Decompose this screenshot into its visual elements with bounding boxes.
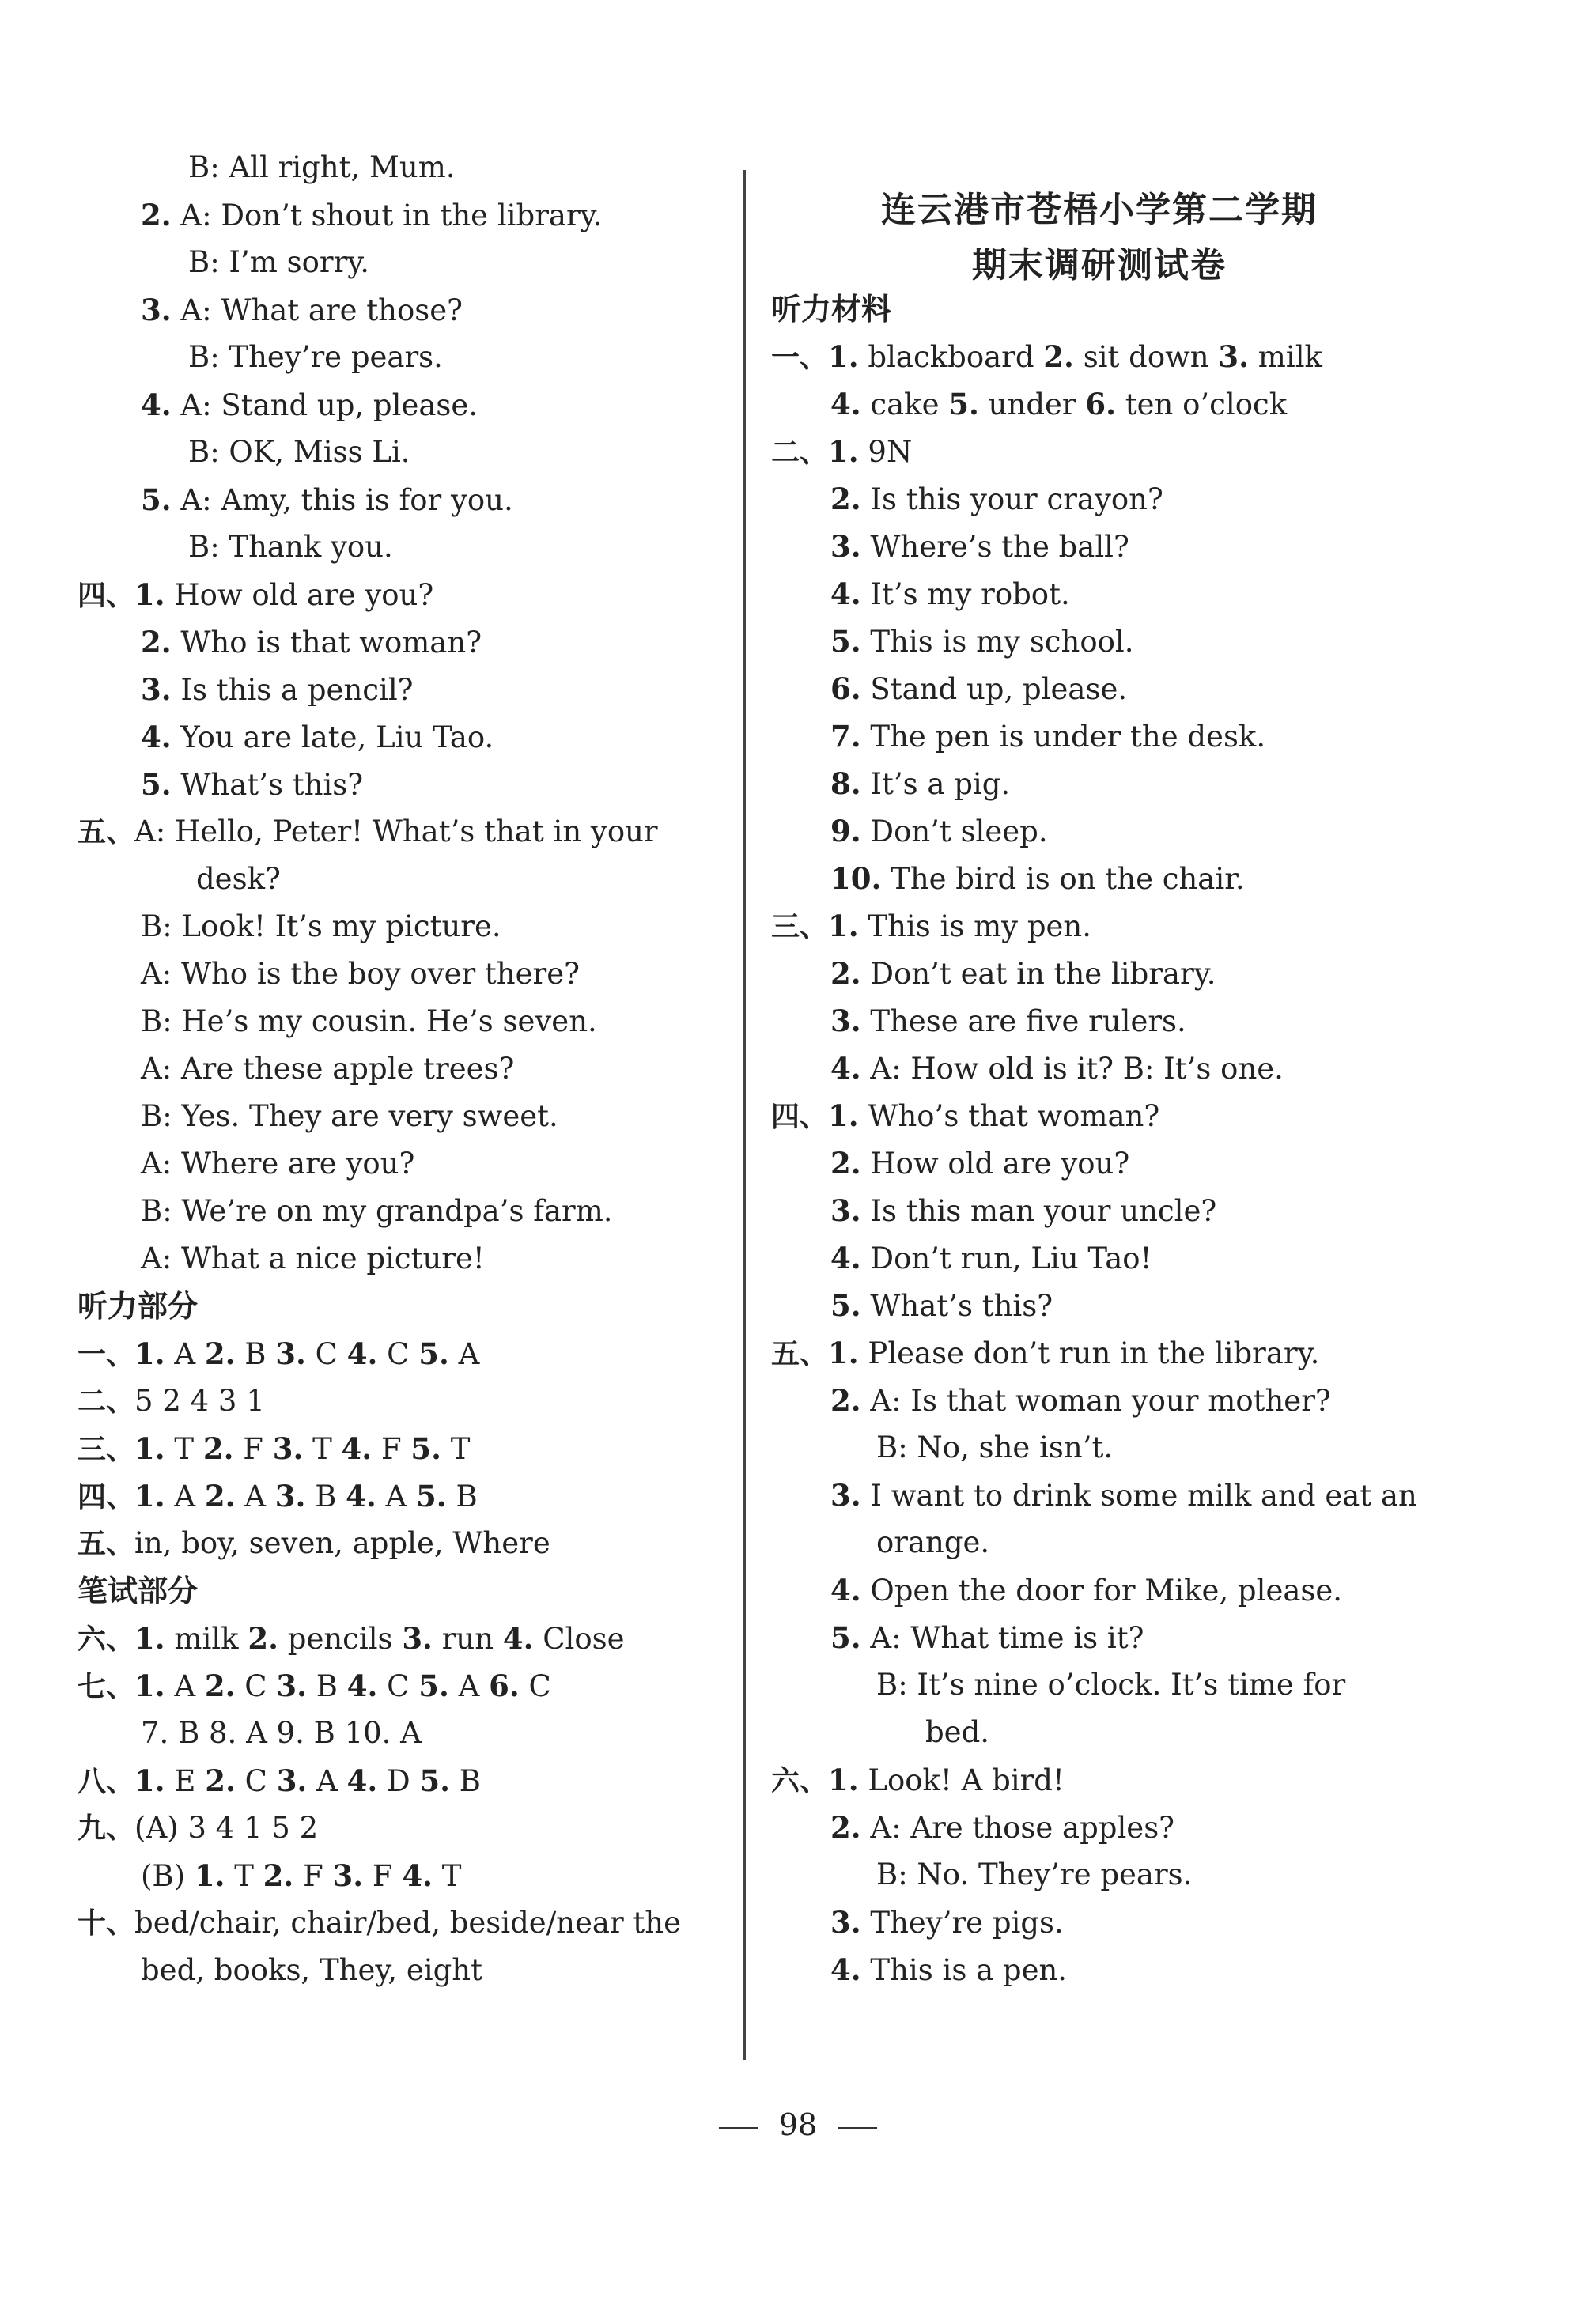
line-text: A: Stand up, please. <box>171 388 478 422</box>
line-text: How old are you? <box>165 578 434 612</box>
line-text: B <box>235 1337 276 1371</box>
item-number: 2. <box>830 1810 861 1845</box>
item-number: 1. <box>828 1098 859 1133</box>
section-heading: 笔试部分 <box>78 1574 199 1608</box>
line-text: run <box>432 1622 503 1656</box>
line-text: It’s my robot. <box>860 577 1070 611</box>
line-text: B: Yes. They are very sweet. <box>141 1099 558 1133</box>
left-line <box>78 1804 318 1852</box>
right-line <box>771 1756 1065 1804</box>
footer-dash-right <box>838 2127 877 2129</box>
line-text: B: All right, Mum. <box>188 150 456 184</box>
line-text: F <box>372 1432 411 1466</box>
line-text: This is my pen. <box>858 909 1092 943</box>
left-line <box>141 1947 482 1994</box>
item-number: 1. <box>134 1668 165 1703</box>
item-number: 1. <box>134 577 165 612</box>
left-line <box>141 713 494 761</box>
section-heading: 听力材料 <box>771 292 892 327</box>
item-number: 3. <box>275 1336 306 1371</box>
right-line <box>830 950 1216 997</box>
item-number: 5. <box>141 767 172 802</box>
line-text: B <box>450 1764 481 1798</box>
item-number: 7. <box>830 719 861 754</box>
line-text: B <box>446 1479 478 1513</box>
page-footer <box>0 2107 1596 2142</box>
line-text: under <box>978 387 1086 421</box>
line-text: B: Thank you. <box>188 530 393 564</box>
exam-title-line1: 连云港市苍梧小学第二学期 <box>881 190 1318 230</box>
section-label: 五、 <box>78 816 135 848</box>
left-line <box>141 1093 558 1140</box>
line-text: B: No. They’re pears. <box>876 1857 1193 1891</box>
left-line <box>141 1188 613 1235</box>
right-line <box>876 1424 1113 1472</box>
line-text: B: OK, Miss Li. <box>188 435 410 469</box>
item-number: 1. <box>194 1858 225 1893</box>
line-text: These are five rulers. <box>860 1004 1186 1038</box>
item-number: 2. <box>204 1668 236 1703</box>
line-text: Don’t eat in the library. <box>860 957 1216 991</box>
section-label: 三、 <box>78 1434 135 1466</box>
line-text: B: I’m sorry. <box>188 245 370 279</box>
item-number: 6. <box>489 1668 520 1703</box>
line-text: ten o’clock <box>1116 387 1288 421</box>
item-number: 5. <box>830 624 861 659</box>
item-number: 2. <box>830 1146 861 1181</box>
line-text: A: What are those? <box>171 293 463 327</box>
item-number: 1. <box>828 1336 859 1370</box>
item-number: 1. <box>134 1479 165 1513</box>
item-number: 4. <box>830 576 861 611</box>
item-number: 3. <box>276 1668 308 1703</box>
item-number: 4. <box>830 1573 861 1608</box>
item-number: 2. <box>205 1763 236 1798</box>
left-line <box>141 761 363 808</box>
section-label: 三、 <box>771 911 829 943</box>
item-number: 3. <box>141 672 172 707</box>
left-line <box>141 903 501 950</box>
left-line <box>141 950 580 998</box>
item-number: 2. <box>830 1383 861 1418</box>
item-number: 2. <box>141 625 172 659</box>
item-number: 4. <box>341 1431 373 1466</box>
item-number: 3. <box>274 1479 306 1513</box>
line-text: T <box>303 1432 342 1466</box>
line-text: B: No, she isn’t. <box>876 1430 1114 1464</box>
item-number: 3. <box>830 1003 861 1038</box>
line-text: 5 2 4 3 1 <box>134 1384 265 1418</box>
left-line <box>78 808 658 856</box>
item-number: 1. <box>828 1763 859 1797</box>
page-number: 98 <box>778 2107 818 2142</box>
line-text: What’s this? <box>860 1289 1053 1323</box>
item-number: 4. <box>346 1763 378 1798</box>
section-label: 四、 <box>771 1101 829 1133</box>
section-label: 六、 <box>771 1765 829 1797</box>
line-text: Close <box>533 1622 625 1656</box>
line-text: A <box>165 1669 205 1703</box>
item-number: 4. <box>830 1952 861 1987</box>
line-text: F <box>293 1859 333 1893</box>
right-line <box>830 1946 1067 1993</box>
item-number: 1. <box>134 1336 165 1371</box>
item-number: 4. <box>830 1051 861 1086</box>
line-text: A <box>235 1479 275 1513</box>
left-line <box>141 666 414 713</box>
line-text: A: Where are you? <box>141 1147 415 1181</box>
item-number: 2. <box>202 1431 234 1466</box>
footer-dash-left <box>719 2127 758 2129</box>
line-text: A: What a nice picture! <box>141 1241 485 1275</box>
section-label: 十、 <box>78 1907 135 1940</box>
right-line <box>830 1899 1064 1946</box>
item-number: 2. <box>141 198 172 232</box>
right-line <box>830 1614 1144 1661</box>
line-text: C <box>235 1669 277 1703</box>
left-line <box>188 334 443 381</box>
item-number: 1. <box>134 1763 165 1798</box>
line-text: A: Amy, this is for you. <box>171 483 513 517</box>
item-number: 4. <box>402 1858 433 1893</box>
right-line <box>830 1234 1152 1282</box>
right-line <box>771 902 1091 950</box>
left-line <box>141 1710 422 1757</box>
line-text: 7. B 8. A 9. B 10. A <box>141 1716 422 1750</box>
item-number: 8. <box>830 766 861 801</box>
line-text: This is a pen. <box>860 1953 1068 1987</box>
line-text: You are late, Liu Tao. <box>171 720 494 754</box>
item-number: 5. <box>418 1668 449 1703</box>
item-number: 1. <box>828 339 859 374</box>
line-text: (A) 3 4 1 5 2 <box>134 1811 319 1845</box>
line-text: A: Is that woman your mother? <box>860 1384 1331 1418</box>
line-text: T <box>441 1432 471 1466</box>
line-text: milk <box>1249 340 1322 374</box>
line-text: Don’t run, Liu Tao! <box>860 1241 1152 1275</box>
line-text: bed. <box>925 1715 990 1749</box>
section-label: 四、 <box>78 1481 135 1513</box>
right-line <box>771 1329 1319 1377</box>
item-number: 6. <box>1085 387 1116 421</box>
line-text: B: Look! It’s my picture. <box>141 909 501 943</box>
right-line <box>830 523 1129 570</box>
line-text: milk <box>165 1622 248 1656</box>
left-line <box>78 1425 470 1472</box>
right-line <box>876 1851 1192 1899</box>
line-text: A <box>448 1669 490 1703</box>
line-text: A: Are those apples? <box>860 1811 1175 1845</box>
line-text: Open the door for Mike, please. <box>860 1574 1343 1608</box>
section-label: 五、 <box>771 1338 829 1370</box>
exam-title-line2: 期末调研测试卷 <box>972 245 1227 285</box>
item-number: 5. <box>830 1288 861 1323</box>
item-number: 3. <box>830 1905 861 1940</box>
line-text: in, boy, seven, apple, Where <box>134 1526 550 1560</box>
section-label: 一、 <box>771 342 829 374</box>
line-text: Stand up, please. <box>860 672 1128 706</box>
line-text: What’s this? <box>171 768 364 802</box>
line-text: T <box>225 1859 263 1893</box>
left-line <box>141 1045 514 1093</box>
left-line <box>78 1472 478 1520</box>
left-line <box>188 239 369 286</box>
item-number: 5. <box>948 387 979 421</box>
item-number: 2. <box>263 1858 294 1893</box>
left-line <box>78 1662 551 1710</box>
left-line <box>141 381 478 429</box>
right-line <box>830 380 1287 428</box>
line-text: Who is that woman? <box>171 625 482 659</box>
right-line <box>830 1804 1174 1851</box>
item-number: 10. <box>830 861 882 896</box>
line-text: pencils <box>278 1622 403 1656</box>
item-number: 5. <box>419 1763 451 1798</box>
left-line <box>78 1567 198 1615</box>
item-number: 3. <box>141 293 172 327</box>
left-line <box>78 571 433 618</box>
item-number: 4. <box>141 387 172 422</box>
left-line <box>196 856 281 903</box>
line-text: Is this your crayon? <box>860 482 1163 516</box>
right-line <box>830 475 1163 523</box>
section-label: 四、 <box>78 580 135 612</box>
line-text: T <box>165 1432 203 1466</box>
line-text: They’re pigs. <box>860 1906 1064 1940</box>
line-text: C <box>377 1337 419 1371</box>
left-line <box>78 1283 198 1330</box>
right-line <box>771 285 891 333</box>
item-number: 5. <box>830 1620 861 1655</box>
section-label: 八、 <box>78 1766 135 1798</box>
section-label: 七、 <box>78 1671 135 1703</box>
left-line <box>141 1852 461 1899</box>
line-text: cake <box>860 387 949 421</box>
item-number: 1. <box>828 909 859 943</box>
right-line <box>830 1187 1216 1234</box>
section-label: 一、 <box>78 1339 135 1371</box>
item-number: 4. <box>830 387 861 421</box>
item-number: 9. <box>830 814 861 848</box>
item-number: 3. <box>332 1858 364 1893</box>
right-line <box>876 1661 1345 1709</box>
left-line <box>141 476 513 523</box>
item-number: 5. <box>418 1336 449 1371</box>
item-number: 3. <box>1218 339 1250 374</box>
item-number: 4. <box>346 1479 376 1513</box>
section-label: 六、 <box>78 1623 135 1656</box>
right-line <box>830 618 1134 665</box>
right-line <box>830 997 1186 1045</box>
item-number: 3. <box>830 1478 861 1513</box>
line-text: A: What time is it? <box>860 1621 1144 1655</box>
line-text: C <box>235 1764 277 1798</box>
item-number: 5. <box>410 1431 442 1466</box>
section-label: 二、 <box>78 1385 135 1418</box>
section-label: 五、 <box>78 1528 135 1560</box>
line-text: F <box>363 1859 403 1893</box>
line-text: B: We’re on my grandpa’s farm. <box>141 1194 613 1228</box>
line-text: This is my school. <box>860 625 1134 659</box>
line-text: A <box>165 1337 205 1371</box>
item-number: 3. <box>402 1621 433 1656</box>
item-number: 2. <box>830 956 861 991</box>
item-number: 2. <box>1043 339 1074 374</box>
line-text: C <box>305 1337 347 1371</box>
left-line <box>78 1520 550 1567</box>
line-text: Please don’t run in the library. <box>858 1336 1320 1370</box>
right-line <box>830 1377 1331 1424</box>
right-line <box>925 1709 989 1756</box>
line-text: Look! A bird! <box>858 1763 1065 1797</box>
line-text: B: They’re pears. <box>188 340 443 374</box>
line-text: The bird is on the chair. <box>881 862 1245 896</box>
item-number: 3. <box>276 1763 308 1798</box>
line-text: Is this man your uncle? <box>860 1194 1217 1228</box>
item-number: 4. <box>502 1621 534 1656</box>
right-line <box>771 428 912 475</box>
line-text: The pen is under the desk. <box>860 720 1266 754</box>
item-number: 4. <box>346 1336 378 1371</box>
left-line <box>188 523 393 571</box>
line-text: E <box>165 1764 206 1798</box>
line-text: A <box>307 1764 347 1798</box>
line-text: Don’t sleep. <box>860 814 1048 848</box>
right-line <box>771 333 1322 380</box>
right-line <box>830 807 1048 855</box>
item-number: 4. <box>830 1241 861 1275</box>
line-text: C <box>377 1669 419 1703</box>
line-text: A: Are these apple trees? <box>141 1052 515 1086</box>
left-line <box>141 286 463 334</box>
line-text: A: How old is it? B: It’s one. <box>860 1052 1284 1086</box>
line-text: Who’s that woman? <box>858 1099 1160 1133</box>
line-text: sit down <box>1073 340 1219 374</box>
left-line <box>78 1899 681 1947</box>
left-line <box>188 144 456 191</box>
section-label: 二、 <box>771 436 829 469</box>
right-line <box>830 1045 1284 1092</box>
left-line <box>141 618 482 666</box>
line-text: A: Don’t shout in the library. <box>171 198 603 232</box>
item-number: 4. <box>141 720 172 754</box>
column-divider <box>743 170 746 2060</box>
left-line <box>78 1330 479 1377</box>
right-line <box>830 1566 1342 1614</box>
line-text: bed, books, They, eight <box>141 1953 482 1987</box>
item-number: 3. <box>830 529 861 564</box>
line-text: It’s a pig. <box>860 767 1011 801</box>
left-line <box>141 1235 485 1283</box>
item-number: 3. <box>272 1431 304 1466</box>
right-line <box>830 1472 1417 1519</box>
line-text: A <box>165 1479 205 1513</box>
line-text: How old are you? <box>860 1147 1130 1181</box>
item-number: 1. <box>828 434 859 469</box>
left-line <box>78 1615 625 1662</box>
line-text: blackboard <box>858 340 1044 374</box>
line-text: A: Hello, Peter! What’s that in your <box>134 814 658 848</box>
right-line <box>830 855 1245 902</box>
line-text: T <box>433 1859 462 1893</box>
line-text: 9N <box>858 435 913 469</box>
item-number: 5. <box>141 482 172 517</box>
item-number: 1. <box>134 1431 165 1466</box>
right-line <box>876 1519 989 1566</box>
right-line <box>830 760 1010 807</box>
right-line <box>830 665 1127 712</box>
left-line <box>78 1377 265 1425</box>
left-line <box>141 998 597 1045</box>
right-line <box>830 1139 1129 1187</box>
line-text: B <box>307 1669 347 1703</box>
line-text: Where’s the ball? <box>860 530 1129 564</box>
line-text: D <box>377 1764 420 1798</box>
left-line <box>141 191 602 239</box>
left-line <box>188 429 410 476</box>
line-text: B: He’s my cousin. He’s seven. <box>141 1004 597 1038</box>
item-number: 6. <box>830 671 861 706</box>
right-line <box>771 1092 1159 1139</box>
right-line <box>830 712 1265 760</box>
line-text: F <box>233 1432 273 1466</box>
line-text: C <box>519 1669 551 1703</box>
line-text: Is this a pencil? <box>171 673 414 707</box>
line-text: desk? <box>196 862 281 896</box>
line-text: (B) <box>141 1859 195 1893</box>
line-text: bed/chair, chair/bed, beside/near the <box>134 1906 682 1940</box>
item-number: 5. <box>416 1479 447 1513</box>
line-text: A: Who is the boy over there? <box>141 957 580 991</box>
right-line <box>830 1282 1053 1329</box>
section-heading: 听力部分 <box>78 1289 199 1324</box>
right-line <box>830 570 1070 618</box>
line-text: orange. <box>876 1525 990 1559</box>
section-label: 九、 <box>78 1812 135 1845</box>
item-number: 2. <box>830 482 861 516</box>
left-line <box>141 1140 414 1188</box>
item-number: 3. <box>830 1193 861 1228</box>
line-text: B <box>305 1479 346 1513</box>
item-number: 4. <box>346 1668 378 1703</box>
item-number: 2. <box>204 1336 236 1371</box>
line-text: A <box>448 1337 480 1371</box>
line-text: B: It’s nine o’clock. It’s time for <box>876 1668 1346 1702</box>
item-number: 1. <box>134 1621 165 1656</box>
item-number: 2. <box>248 1621 278 1656</box>
line-text: I want to drink some milk and eat an <box>860 1479 1417 1513</box>
line-text: A <box>376 1479 417 1513</box>
item-number: 2. <box>204 1479 236 1513</box>
left-line <box>78 1757 481 1804</box>
